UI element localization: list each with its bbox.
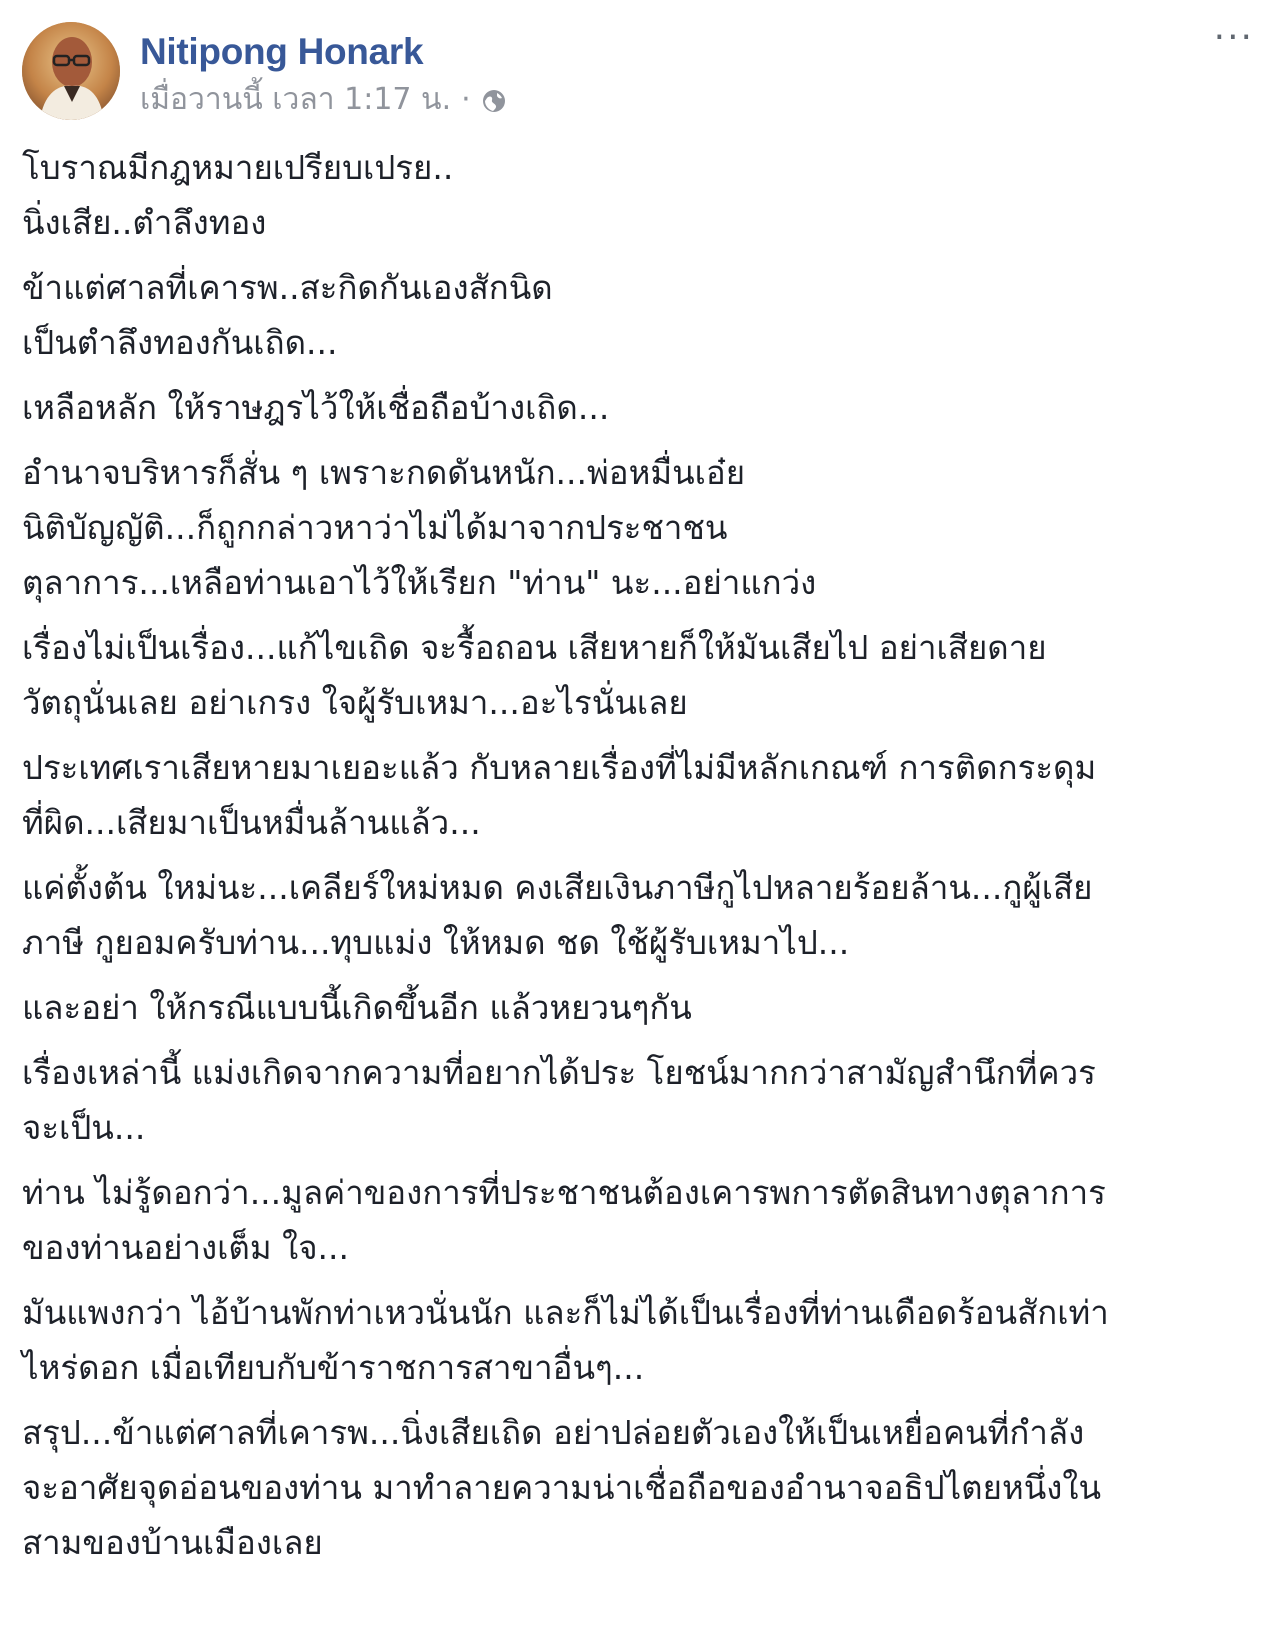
post-timestamp[interactable]: เมื่อวานนี้ เวลา 1:17 น.: [140, 82, 452, 117]
post-meta: [140, 22, 507, 118]
timestamp-row: [140, 82, 507, 118]
meta-separator: ·: [461, 82, 471, 117]
post-body: [22, 140, 1250, 1570]
post-paragraph: โบราณมีกฎหมายเปรียบเปรย.. นิ่งเสีย..ตำลึงทอง: [22, 148, 454, 242]
post-header: [22, 22, 1250, 126]
globe-icon[interactable]: [481, 87, 507, 113]
more-options-button[interactable]: ···: [1213, 17, 1254, 58]
post-paragraph: ประเทศเราเสียหายมาเยอะแล้ว กับหลายเรื่องที่ไม่มีหลักเกณฑ์ การติดกระดุม ที่ผิด...เสียมาเป็นหมื่นล้านแล้ว...: [22, 748, 1097, 842]
post-paragraph: และอย่า ให้กรณีแบบนี้เกิดขึ้นอีก แล้วหยวนๆกัน: [22, 988, 692, 1027]
post-paragraph: แค่ตั้งต้น ใหม่นะ...เคลียร์ใหม่หมด คงเสียเงินภาษีกูไปหลายร้อยล้าน...กูผู้เสีย ภาษี กูยอมครับท่าน...ทุบแม่ง ให้หมด ชด ใช้ผู้รับเหมาไป...: [22, 868, 1093, 962]
post-paragraph: ท่าน ไม่รู้ดอกว่า...มูลค่าของการที่ประชาชนต้องเคารพการตัดสินทางตุลาการ ของท่านอย่างเต็ม ใจ...: [22, 1173, 1106, 1267]
post-paragraph: อำนาจบริหารก็สั่น ๆ เพราะกดดันหนัก...พ่อหมื่นเอ๋ย นิติบัญญัติ...ก็ถูกกล่าวหาว่าไม่ได้มาจากประชาชน ตุลาการ...เหลือท่านเอาไว้ให้เรียก "ท่าน" นะ...อย่าแกว่ง: [22, 453, 817, 602]
post-paragraph: ข้าแต่ศาลที่เคารพ..สะกิดกันเองสักนิด เป็นตำลึงทองกันเถิด...: [22, 268, 553, 362]
post-paragraph: เรื่องเหล่านี้ แม่งเกิดจากความที่อยากได้ประ โยชน์มากกว่าสามัญสำนึกที่ควร จะเป็น...: [22, 1053, 1096, 1147]
post-paragraph: เหลือหลัก ให้ราษฎรไว้ให้เชื่อถือบ้างเถิด...: [22, 388, 610, 427]
post-paragraph: มันแพงกว่า ไอ้บ้านพักท่าเหวนั่นนัก และก็ไม่ได้เป็นเรื่องที่ท่านเดือดร้อนสักเท่า ไหร่ดอก เมื่อเทียบกับข้าราชการสาขาอื่นๆ...: [22, 1293, 1109, 1387]
post-paragraph: สรุป...ข้าแต่ศาลที่เคารพ...นิ่งเสียเถิด อย่าปล่อยตัวเองให้เป็นเหยื่อคนที่กำลัง จะอาศัยจุดอ่อนของท่าน มาทำลายความน่าเชื่อถือของอำนาจอธิปไตยหนึ่งใน สามของบ้านเมืองเลย: [22, 1413, 1102, 1562]
avatar[interactable]: [22, 22, 120, 120]
post-paragraph: เรื่องไม่เป็นเรื่อง...แก้ไขเถิด จะรื้อถอน เสียหายก็ให้มันเสียไป อย่าเสียดาย วัตถุนั่นเลย อย่าเกรง ใจผู้รับเหมา...อะไรนั่นเลย: [22, 628, 1047, 722]
author-name-link[interactable]: Nitipong Honark: [140, 31, 424, 72]
